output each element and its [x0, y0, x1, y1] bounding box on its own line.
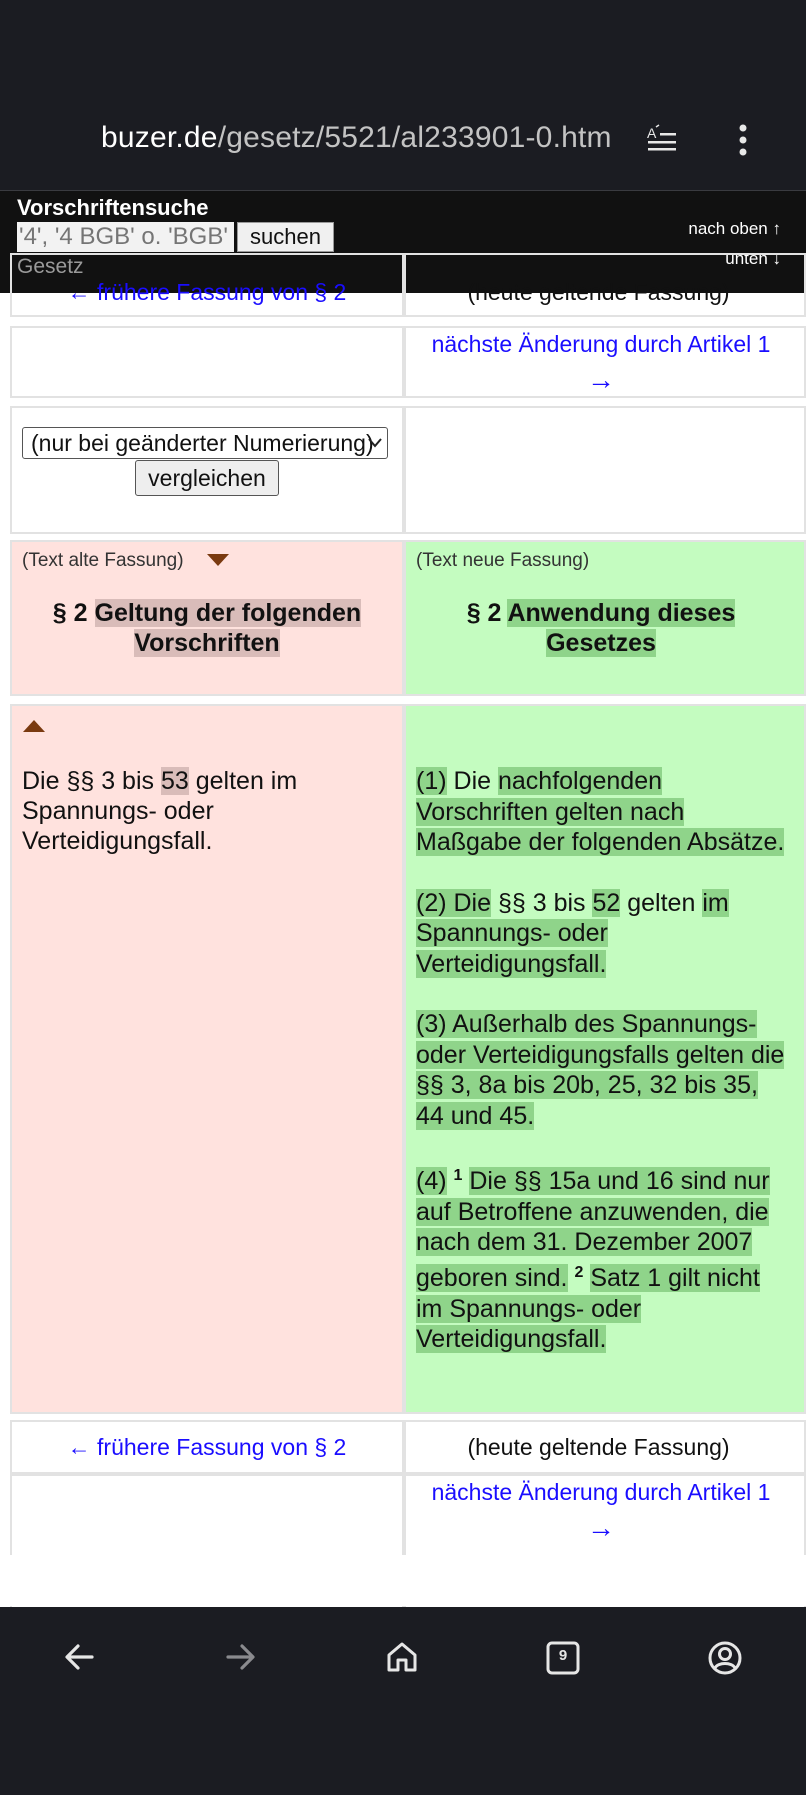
- back-icon[interactable]: [62, 1640, 96, 1679]
- next-change-link[interactable]: nächste Änderung durch Artikel 1 →: [431, 331, 771, 395]
- prev-version-link[interactable]: ← frühere Fassung von § 2: [67, 279, 347, 305]
- compare-cell: [10, 406, 404, 534]
- search-button[interactable]: suchen: [237, 222, 334, 252]
- collapse-up-icon[interactable]: [22, 719, 46, 733]
- old-version-label: (Text alte Fassung): [22, 550, 184, 571]
- paragraph-3: (3) Außerhalb des Spannungs- oder Verteidigungsfalls gelten die §§ 3, 8a bis 20b, 25, 32 bis 35, 44 und 45.: [416, 1010, 785, 1130]
- svg-text:A: A: [647, 125, 657, 141]
- browser-bottom-nav: [0, 1607, 806, 1795]
- paragraph-1: (1) Die nachfolgenden Vorschriften gelten nach Maßgabe der folgenden Absätze.: [416, 767, 785, 856]
- new-text-cell: [404, 704, 806, 1414]
- prev-version-cell-bottom: [10, 1420, 404, 1474]
- chevron-down-icon: [367, 437, 383, 449]
- compare-button[interactable]: vergleichen: [135, 460, 279, 496]
- current-version-label-bottom: (heute geltende Fassung): [467, 1434, 730, 1460]
- nav-down-link[interactable]: unten ↓: [725, 249, 781, 268]
- current-version-cell: [404, 253, 806, 317]
- old-text: Die §§ 3 bis 53 gelten im Spannungs- oder Verteidigungsfall.: [22, 767, 298, 855]
- prev-version-cell: [10, 253, 404, 317]
- empty-nav-cell: [10, 326, 404, 398]
- tab-count: 9: [558, 1647, 568, 1664]
- prev-version-link-bottom[interactable]: ← frühere Fassung von § 2: [67, 1434, 347, 1460]
- account-icon[interactable]: [707, 1640, 743, 1681]
- url-field[interactable]: buzer.de/gesetz/5521/al233901-0.htm: [101, 121, 612, 154]
- compare-empty-cell: [404, 406, 806, 534]
- new-heading: § 2 Anwendung dieses Gesetzes: [466, 599, 736, 657]
- paragraph-2: (2) Die §§ 3 bis 52 gelten im Spannungs- oder Verteidigungsfall.: [416, 888, 729, 978]
- more-menu-icon[interactable]: [738, 124, 748, 161]
- comparison-content: [0, 279, 806, 1606]
- collapse-down-icon[interactable]: [206, 553, 230, 567]
- search-input[interactable]: [17, 222, 234, 252]
- search-sublabel: Gesetz: [17, 255, 84, 278]
- current-version-label: (heute geltende Fassung): [467, 279, 730, 305]
- next-change-link-bottom[interactable]: nächste Änderung durch Artikel 1 →: [431, 1479, 771, 1543]
- new-heading-cell: [404, 540, 806, 696]
- next-change-cell: [404, 326, 806, 398]
- current-version-cell-bottom: [404, 1420, 806, 1474]
- numbering-select[interactable]: (nur bei geänderter Numerierung): [22, 427, 388, 459]
- old-heading-cell: [10, 540, 404, 696]
- new-text: [416, 766, 791, 1355]
- old-text-cell: [10, 704, 404, 1414]
- forward-icon[interactable]: [224, 1640, 258, 1679]
- content-footer-space: [0, 1555, 806, 1606]
- status-bar: [0, 0, 806, 90]
- nav-up-link[interactable]: nach oben ↑: [688, 219, 781, 238]
- new-version-label: (Text neue Fassung): [416, 550, 590, 571]
- tabs-icon[interactable]: [545, 1640, 581, 1681]
- paragraph-4: (4) $^1$ Die §§ 15a und 16 sind nur auf Betroffene anzuwenden, die nach dem 31. Dezember 2007 geboren sind. $^2$ Satz 1 gilt nicht im Spannungs- oder Verteidigungsfall.: [416, 1167, 770, 1354]
- old-heading: § 2 Geltung der folgenden Vorschriften: [52, 599, 362, 657]
- site-title: Vorschriftensuche: [17, 195, 209, 220]
- home-icon[interactable]: [385, 1640, 419, 1679]
- reader-mode-icon[interactable]: [646, 124, 678, 161]
